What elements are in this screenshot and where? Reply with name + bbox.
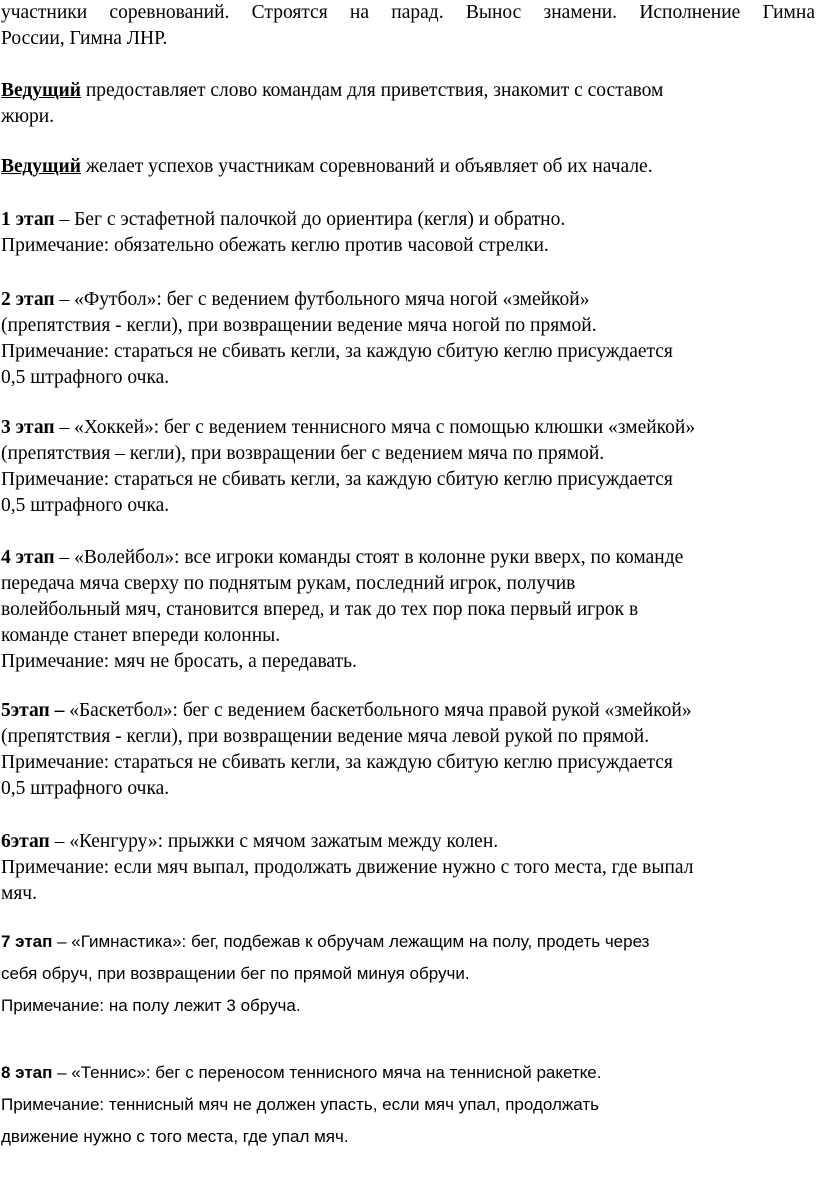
stage-line: 1 этап – Бег с эстафетной палочкой до ориентира (кегля) и обратно. — [1, 209, 566, 230]
stage-label: 1 этап — [1, 209, 55, 230]
stage-label: 8 этап — [1, 1063, 53, 1082]
stage-label: 3 этап — [1, 417, 55, 438]
stage-label: 6этап — [1, 831, 50, 852]
stage-note: Примечание: стараться не сбивать кегли, за каждую сбитую кеглю присуждается — [1, 752, 673, 773]
stage-line: 7 этап – «Гимнастика»: бег, подбежав к обручам лежащим на полу, продеть через — [1, 932, 650, 951]
stage-note: Примечание: стараться не сбивать кегли, за каждую сбитую кеглю присуждается — [1, 341, 673, 362]
stage-6 — [1, 829, 815, 907]
stage-note: Примечание: обязательно обежать кеглю против часовой стрелки. — [1, 235, 549, 256]
stage-line: 6этап – «Кенгуру»: прыжки с мячом зажатым между колен. — [1, 831, 499, 852]
stage-note: Примечание: на полу лежит 3 обруча. — [1, 996, 301, 1015]
intro-paragraph — [1, 0, 815, 52]
stage-4 — [1, 545, 815, 675]
stage-line: команде станет впереди колонны. — [1, 625, 281, 646]
host-label: Ведущий — [1, 80, 81, 101]
stage-label: 2 этап — [1, 289, 55, 310]
stage-label: 5этап – — [1, 700, 65, 721]
stage-line: 3 этап – «Хоккей»: бег с ведением теннисного мяча с помощью клюшки «змейкой» — [1, 417, 696, 438]
stage-line: передача мяча сверху по поднятым рукам, последний игрок, получив — [1, 573, 576, 594]
host-line-1 — [1, 78, 815, 104]
intro-line-1: участники соревнований. Строятся на парад. Вынос знамени. Исполнение Гимна — [1, 2, 815, 23]
stage-5 — [1, 698, 815, 802]
host-text: предоставляет слово командам для приветствия, знакомит с составом — [80, 80, 664, 101]
stage-note: Примечание: теннисный мяч не должен упасть, если мяч упал, продолжать — [1, 1095, 599, 1114]
stage-line: (препятствия - кегли), при возвращении ведение мяча ногой по прямой. — [1, 315, 597, 336]
host-paragraph-1 — [1, 78, 815, 130]
stage-line: 8 этап – «Теннис»: бег с переносом теннисного мяча на теннисной ракетке. — [1, 1063, 602, 1082]
stage-line: мяч. — [1, 883, 37, 904]
stage-line: себя обруч, при возвращении бег по прямой минуя обручи. — [1, 964, 470, 983]
stage-line: движение нужно с того места, где упал мяч. — [1, 1127, 349, 1146]
stage-line: 0,5 штрафного очка. — [1, 495, 170, 516]
stage-note: Примечание: стараться не сбивать кегли, за каждую сбитую кеглю присуждается — [1, 469, 673, 490]
stage-label: 7 этап — [1, 932, 53, 951]
stage-line: 2 этап – «Футбол»: бег с ведением футбольного мяча ногой «змейкой» — [1, 289, 590, 310]
stage-line: 0,5 штрафного очка. — [1, 778, 170, 799]
stage-3 — [1, 415, 815, 519]
intro-line-2: России, Гимна ЛНР. — [1, 28, 168, 49]
stage-note: Примечание: если мяч выпал, продолжать движение нужно с того места, где выпал — [1, 857, 694, 878]
host-paragraph-2 — [1, 154, 815, 180]
host-line-2: жюри. — [1, 106, 55, 127]
host-line-1 — [1, 154, 815, 180]
host-label: Ведущий — [1, 156, 81, 177]
stage-1 — [1, 207, 815, 259]
stage-line: 4 этап – «Волейбол»: все игроки команды стоят в колонне руки вверх, по команде — [1, 547, 684, 568]
stage-note: Примечание: мяч не бросать, а передавать. — [1, 651, 357, 672]
stage-7 — [1, 926, 815, 1022]
stage-line: (препятствия - кегли), при возвращении ведение мяча левой рукой по прямой. — [1, 726, 650, 747]
stage-line: волейбольный мяч, становится вперед, и так до тех пор пока первый игрок в — [1, 599, 639, 620]
host-text: желает успехов участникам соревнований и объявляет об их начале. — [80, 156, 653, 177]
stage-label: 4 этап — [1, 547, 55, 568]
stage-line: 5этап – «Баскетбол»: бег с ведением баскетбольного мяча правой рукой «змейкой» — [1, 700, 692, 721]
stage-line: (препятствия – кегли), при возвращении бег с ведением мяча по прямой. — [1, 443, 605, 464]
stage-line: 0,5 штрафного очка. — [1, 367, 170, 388]
stage-2 — [1, 287, 815, 391]
stage-8 — [1, 1057, 815, 1153]
